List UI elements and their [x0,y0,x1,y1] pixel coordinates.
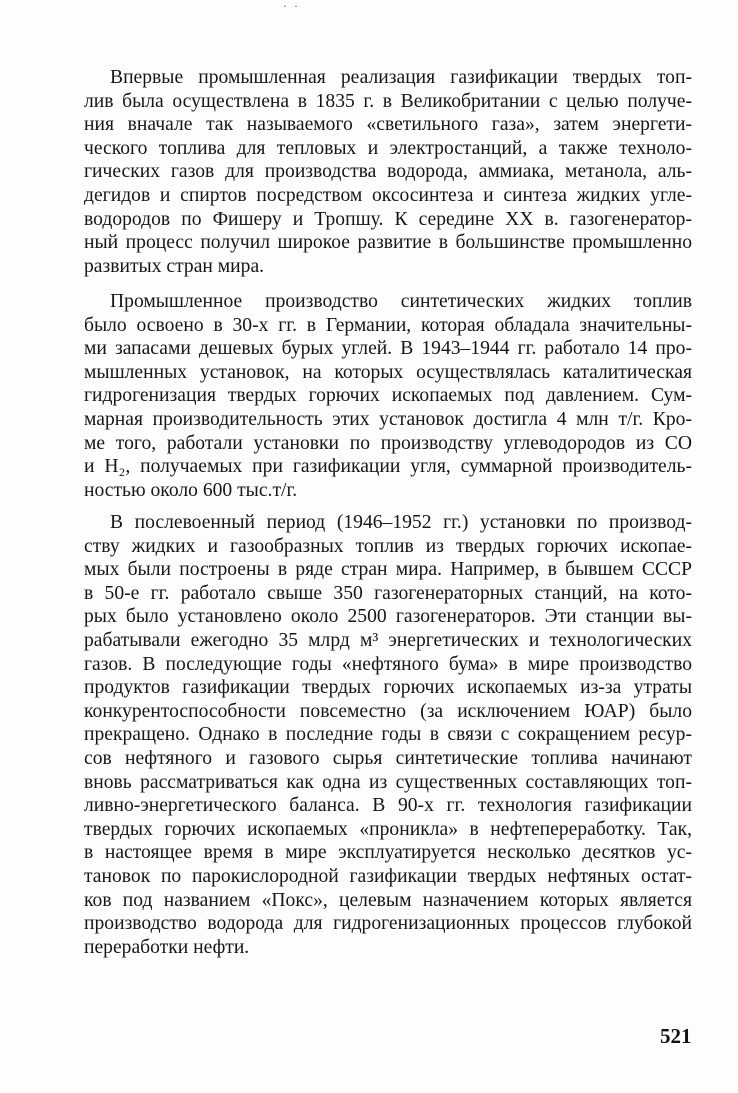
paragraph-line: В послевоенный период (1946–1952 гг.) установки по производ- [110,512,692,533]
paragraph-line: дегидов и спиртов посредством оксосинтеза и синтеза жидких угле- [84,184,692,206]
paragraph-line: было освоено в 30-х гг. в Германии, которая обладала значительны- [84,314,692,336]
paragraph-2 [84,290,692,502]
paragraph-line: ческого топлива для тепловых и электростанций, а также техноло- [84,137,692,159]
paragraph-line: твердых горючих ископаемых «проникла» в нефтепереработку. Так, [84,818,692,840]
paragraph-line: рабатывали ежегодно 35 млрд м³ энергетических и технологических [84,629,692,651]
top-marks: · · [283,0,300,13]
paragraph-line: переработки нефти. [84,936,250,958]
paragraph-line: сов нефтяного и газового сырья синтетические топлива начинают [84,747,692,769]
paragraph-line: ков под названием «Покс», целевым назначением которых является [84,889,692,911]
page-number: 521 [660,1024,692,1048]
paragraph-line: конкурентоспособности повсеместно (за исключением ЮАР) было [84,700,692,722]
paragraph-line: рых было установлено около 2500 газогенераторов. Эти станции вы- [84,606,692,628]
paragraph-1 [84,66,692,278]
paragraph-line: ме того, работали установки по производству углеводородов из CO [84,432,692,454]
paragraph-line: ный процесс получил широкое развитие в большинстве промышленно [84,232,692,254]
paragraph-line: гидрогенизация твердых горючих ископаемых под давлением. Сум- [84,385,692,407]
paragraph-line: водородов по Фишеру и Тропшу. К середине XX в. газогенератор- [84,208,692,230]
paragraph-line: мышленных установок, на которых осуществлялась каталитическая [84,361,692,383]
paragraph-line: лив была осуществлена в 1835 г. в Великобритании с целью получе- [84,90,692,112]
paragraph-line: развитых стран мира. [84,255,265,277]
paragraph-line: ния вначале так называемого «светильного газа», затем энергети- [84,114,692,136]
paragraph-line: газов. В последующие годы «нефтяного бума» в мире производство [84,653,692,675]
paragraph-line: тановок по парокислородной газификации твердых нефтяных остат- [84,865,692,887]
paragraph-3 [84,511,692,959]
paragraph-line: ливно-энергетического баланса. В 90-х гг. технология газификации [84,795,692,817]
paragraph-line: Впервые промышленная реализация газификации твердых топ- [110,67,692,88]
paragraph-line: и H₂, получаемых при газификации угля, суммарной производитель- [84,456,692,478]
paragraph-line: гических газов для производства водорода, аммиака, метанола, аль- [84,161,692,183]
paragraph-line: в 50-е гг. работало свыше 350 газогенераторных станций, на кото- [84,582,692,604]
paragraph-line: в настоящее время в мире эксплуатируется несколько десятков ус- [84,842,692,864]
paragraph-line: ству жидких и газообразных топлив из твердых горючих ископае- [84,535,692,557]
paragraph-line: производство водорода для гидрогенизационных процессов глубокой [84,913,692,935]
paragraph-line: ностью около 600 тыс.т/г. [84,479,298,501]
paragraph-line: марная производительность этих установок достигла 4 млн т/г. Кро- [84,408,692,430]
paragraph-line: прекращено. Однако в последние годы в связи с сокращением ресур- [84,724,692,746]
paragraph-line: мых были построены в ряде стран мира. Например, в бывшем СССР [84,559,692,581]
paragraph-line: Промышленное производство синтетических жидких топлив [110,291,692,312]
paragraph-line: вновь рассматриваться как одна из существенных составляющих топ- [84,771,692,793]
paragraph-line: продуктов газификации твердых горючих ископаемых из-за утраты [84,677,692,699]
paragraph-line: ми запасами дешевых бурых углей. В 1943–1944 гг. работало 14 про- [84,338,692,360]
